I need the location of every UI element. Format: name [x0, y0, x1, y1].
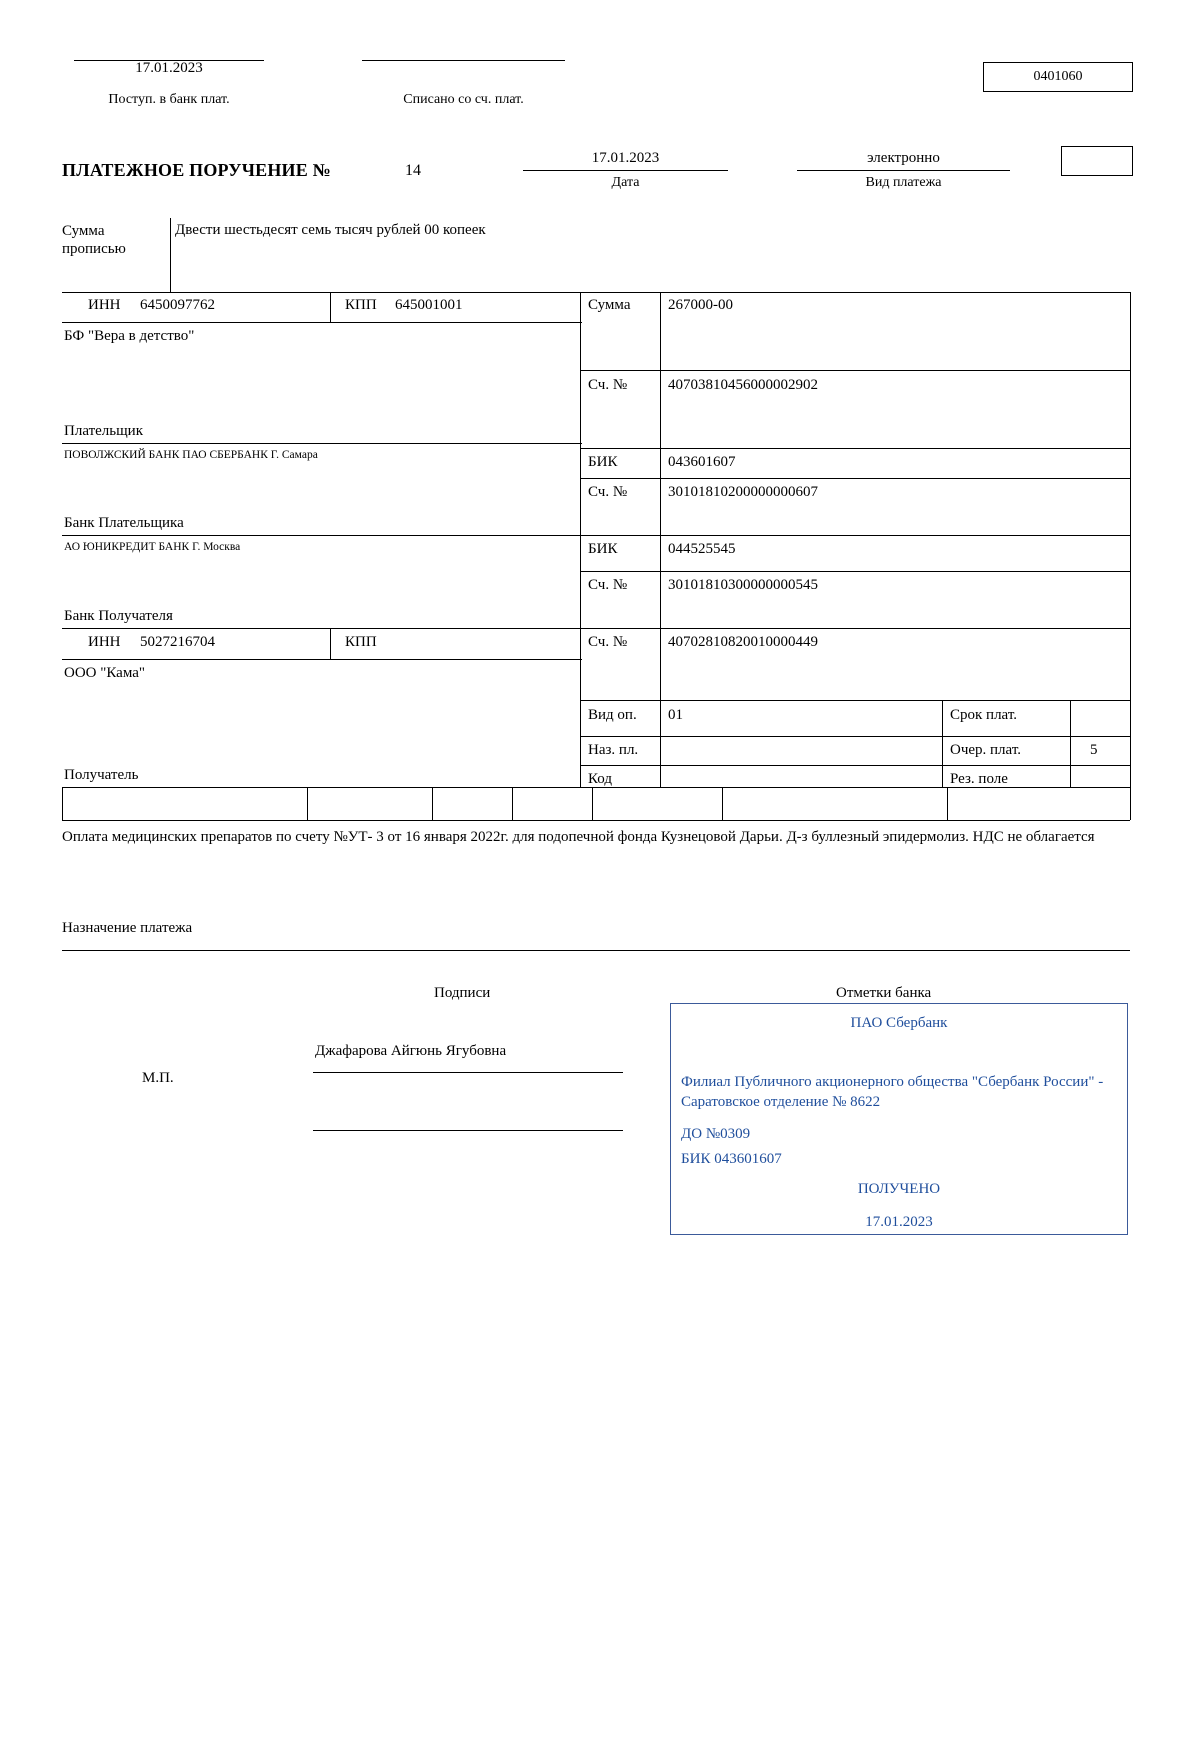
- operation-type-value: 01: [668, 707, 683, 723]
- payee-bank-corr-label: Сч. №: [588, 577, 628, 593]
- payer-account-value: 40703810456000002902: [668, 377, 818, 393]
- payee-bank-bik-label: БИК: [588, 541, 618, 557]
- payer-inn-label: ИНН: [88, 297, 121, 313]
- amount-words-label-line1: Сумма: [62, 223, 105, 239]
- payer-kpp-value: 645001001: [395, 297, 463, 313]
- payer-bank-name: ПОВОЛЖСКИЙ БАНК ПАО СБЕРБАНК Г. Самара: [64, 449, 318, 461]
- payee-account-label: Сч. №: [588, 634, 628, 650]
- payer-inn-kpp-divider: [330, 292, 331, 322]
- payer-name: БФ "Вера в детство": [64, 328, 195, 344]
- bank-stamp-office: ДО №0309: [681, 1126, 751, 1142]
- bank-marks-label: Отметки банка: [836, 985, 932, 1001]
- document-number: 14: [405, 162, 421, 179]
- payer-bank-bik-value: 043601607: [668, 454, 736, 470]
- code-label: Код: [588, 771, 612, 787]
- right-row-border-2: [580, 448, 1130, 449]
- strip-cell: [592, 787, 723, 820]
- payer-inn-row-bottom: [62, 322, 582, 323]
- debited-underline: [362, 60, 565, 61]
- payee-inn-label: ИНН: [88, 634, 121, 650]
- payer-kpp-label: КПП: [345, 297, 377, 313]
- signature-line-2: [313, 1130, 623, 1131]
- payment-queue-value: 5: [1090, 742, 1098, 758]
- payee-name: ООО "Кама": [64, 665, 146, 681]
- right-row-border-9: [580, 765, 1130, 766]
- payee-inn-kpp-divider: [330, 629, 331, 659]
- strip-bottom-border: [62, 820, 1130, 821]
- amount-words-label: [62, 222, 126, 258]
- amount-words-label-line2: прописью: [62, 241, 126, 257]
- payee-account-value: 40702810820010000449: [668, 634, 818, 650]
- bank-stamp: [670, 1003, 1128, 1235]
- signatures-label: Подписи: [434, 985, 491, 1001]
- table-vertical-right: [1130, 292, 1131, 787]
- right-row-border-6: [580, 628, 1130, 629]
- strip-cell: [947, 787, 1130, 820]
- payment-purpose-label: Назначение платежа: [62, 920, 193, 936]
- strip-left-border: [62, 787, 63, 820]
- payee-inn-value: 5027216704: [140, 634, 215, 650]
- payment-type-box: [1061, 146, 1133, 176]
- payer-account-label: Сч. №: [588, 377, 628, 393]
- term-column-divider: [942, 700, 943, 787]
- document-date-underline: [523, 170, 728, 171]
- payee-kpp-label: КПП: [345, 634, 377, 650]
- payer-bank-corr-value: 30101810200000000607: [668, 484, 818, 500]
- payer-block-bottom: [62, 443, 582, 444]
- payer-bank-bik-label: БИК: [588, 454, 618, 470]
- bank-stamp-title: ПАО Сбербанк: [850, 1015, 948, 1031]
- document-date-label: Дата: [611, 175, 640, 190]
- payment-purpose-code-label: Наз. пл.: [588, 742, 639, 758]
- strip-cell: [512, 787, 593, 820]
- payment-purpose-text: Оплата медицинских препаратов по счету №УТ- 3 от 16 января 2022г. для подопечной фонда Кузнецовой Дарьи. Д-з буллезный эпидермолиз. НДС не облагается: [62, 829, 1095, 845]
- right-row-border-5: [580, 571, 1130, 572]
- strip-cell: [722, 787, 948, 820]
- operation-type-label: Вид оп.: [588, 707, 637, 723]
- payer-bank-label: Банк Плательщика: [64, 515, 184, 531]
- amount-label: Сумма: [588, 297, 631, 313]
- payee-bank-bik-value: 044525545: [668, 541, 736, 557]
- payee-bank-label: Банк Получателя: [64, 608, 173, 624]
- amount-words-value: Двести шестьдесят семь тысяч рублей 00 копеек: [175, 222, 486, 238]
- amount-value: 267000-00: [668, 297, 733, 313]
- strip-cell: [432, 787, 513, 820]
- signer-name: Джафарова Айгюнь Ягубовна: [315, 1043, 507, 1059]
- payee-role-label: Получатель: [64, 767, 139, 783]
- date-received-underline: [74, 60, 264, 61]
- payer-role-label: Плательщик: [64, 423, 143, 439]
- strip-right-border: [1130, 787, 1131, 820]
- payment-type-underline: [797, 170, 1010, 171]
- amount-words-divider: [170, 218, 171, 292]
- payment-type-value: электронно: [867, 150, 940, 166]
- budget-code-strip: [62, 787, 1130, 820]
- bank-stamp-branch: Филиал Публичного акционерного общества "Сбербанк России" - Саратовское отделение № 8622: [681, 1074, 1104, 1110]
- bank-stamp-date: 17.01.2023: [865, 1214, 933, 1230]
- right-row-border-1: [580, 370, 1130, 371]
- term-value-divider: [1070, 700, 1071, 787]
- right-row-border-4: [580, 535, 1130, 536]
- table-vertical-main: [580, 292, 581, 787]
- payer-bank-corr-label: Сч. №: [588, 484, 628, 500]
- table-top-border: [62, 292, 1130, 293]
- payee-inn-row-bottom: [62, 659, 582, 660]
- table-vertical-sum: [660, 292, 661, 787]
- debited-label: Списано со сч. плат.: [403, 92, 524, 107]
- document-title: ПЛАТЕЖНОЕ ПОРУЧЕНИЕ №: [62, 160, 331, 180]
- strip-cell: [62, 787, 308, 820]
- bank-stamp-bik: БИК 043601607: [681, 1151, 782, 1167]
- strip-cell: [307, 787, 433, 820]
- signature-line-1: [313, 1072, 623, 1073]
- right-row-border-3: [580, 478, 1130, 479]
- payment-purpose-bottom-border: [62, 950, 1130, 951]
- reserve-field-label: Рез. поле: [950, 771, 1008, 787]
- document-date-value: 17.01.2023: [591, 150, 660, 166]
- payment-type-label: Вид платежа: [865, 175, 942, 190]
- form-code-box: 0401060: [983, 62, 1133, 92]
- date-received-value: 17.01.2023: [135, 60, 203, 76]
- payee-bank-bottom: [62, 628, 582, 629]
- date-received-label: Поступ. в банк плат.: [108, 92, 230, 107]
- right-row-border-7: [580, 700, 1130, 701]
- payer-bank-bottom: [62, 535, 582, 536]
- payment-queue-label: Очер. плат.: [950, 742, 1021, 758]
- bank-stamp-received: ПОЛУЧЕНО: [857, 1181, 941, 1197]
- payee-bank-name: АО ЮНИКРЕДИТ БАНК Г. Москва: [64, 541, 241, 553]
- right-row-border-8: [580, 736, 1130, 737]
- seal-place-label: М.П.: [142, 1070, 174, 1086]
- payee-bank-corr-value: 30101810300000000545: [668, 577, 818, 593]
- payment-term-label: Срок плат.: [950, 707, 1018, 723]
- payer-inn-value: 6450097762: [140, 297, 215, 313]
